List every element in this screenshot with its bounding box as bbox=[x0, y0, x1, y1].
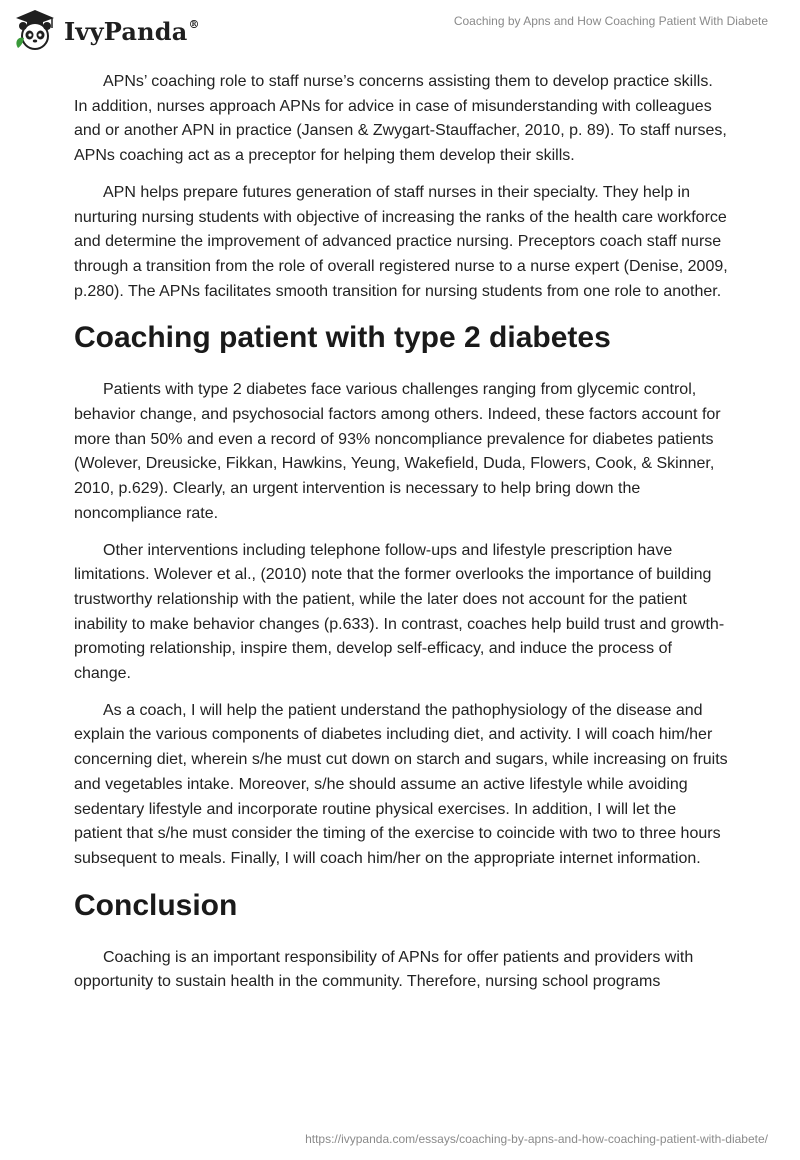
section-heading-diabetes: Coaching patient with type 2 diabetes bbox=[74, 321, 611, 355]
section-heading-conclusion: Conclusion bbox=[74, 888, 238, 922]
paragraph: APNs’ coaching role to staff nurse’s concerns assisting them to develop practice skills. In addition, nurses approach APNs for advice in case of misunderstanding with colleagues and or another APN in practice (Jansen & Zwygart-Stauffacher, 2010, p. 89). To staff nurses, APNs coaching act as a preceptor for helping them develop their skills. bbox=[74, 73, 727, 165]
ivypanda-logo[interactable] bbox=[12, 8, 200, 54]
document-title: Coaching by Apns and How Coaching Patient With Diabete bbox=[453, 14, 768, 28]
paragraph: Coaching is an important responsibility of APNs for offer patients and providers with opportunity to sustain health in the community. Therefore, nursing school programs bbox=[74, 948, 694, 991]
source-url[interactable]: https://ivypanda.com/essays/coaching-by-apns-and-how-coaching-patient-with-diabete/ bbox=[305, 1132, 768, 1146]
paragraph: As a coach, I will help the patient understand the pathophysiology of the disease and explain the various components of diabetes including diet, and activity. I will coach him/her concerning diet, wherein s/he must cut down on starch and sugars, while increasing on fruits and vegetables intake. Moreover, s/he should assume an active lifestyle while avoiding sedentary lifestyle and incorporate routine physical exercises. In addition, I will let the patient that s/he must consider the timing of the exercise to coincide with two to three hours subsequent to meals. Finally, I will coach him/her on the appropriate internet information. bbox=[74, 701, 728, 867]
panda-graduate-icon bbox=[12, 8, 58, 54]
paragraph: APN helps prepare futures generation of staff nurses in their specialty. They help in nurturing nursing students with objective of increasing the ranks of the health care workforce and determine the improvement of advanced practice nursing. Preceptors coach staff nurse through a transition from the role of overall registered nurse to a nurse expert (Denise, 2009, p.280). The APNs facilitates smooth transition for nursing students from one role to another. bbox=[74, 183, 728, 300]
paragraph: Other interventions including telephone follow-ups and lifestyle prescription have limitations. Wolever et al., (2010) note that the former overlooks the importance of building trustworthy relationship with the patient, while the later does not account for the patient inability to make behavior changes (p.633). In contrast, coaches help build trust and growth-promoting relationship, inspire them, develop self-efficacy, and induce the process of change. bbox=[74, 541, 725, 683]
paragraph: Patients with type 2 diabetes face various challenges ranging from glycemic control, behavior change, and psychosocial factors among others. Indeed, these factors account for more than 50% and even a record of 93% noncompliance prevalence for diabetes patients (Wolever, Dreusicke, Fikkan, Hawkins, Yeung, Wakefield, Duda, Flowers, Cook, & Skinner, 2010, p.629). Clearly, an urgent intervention is necessary to help bring down the noncompliance rate. bbox=[74, 381, 721, 522]
brand-name: IvyPanda® bbox=[64, 16, 200, 46]
page-header bbox=[0, 0, 800, 62]
essay-content bbox=[74, 70, 728, 1007]
